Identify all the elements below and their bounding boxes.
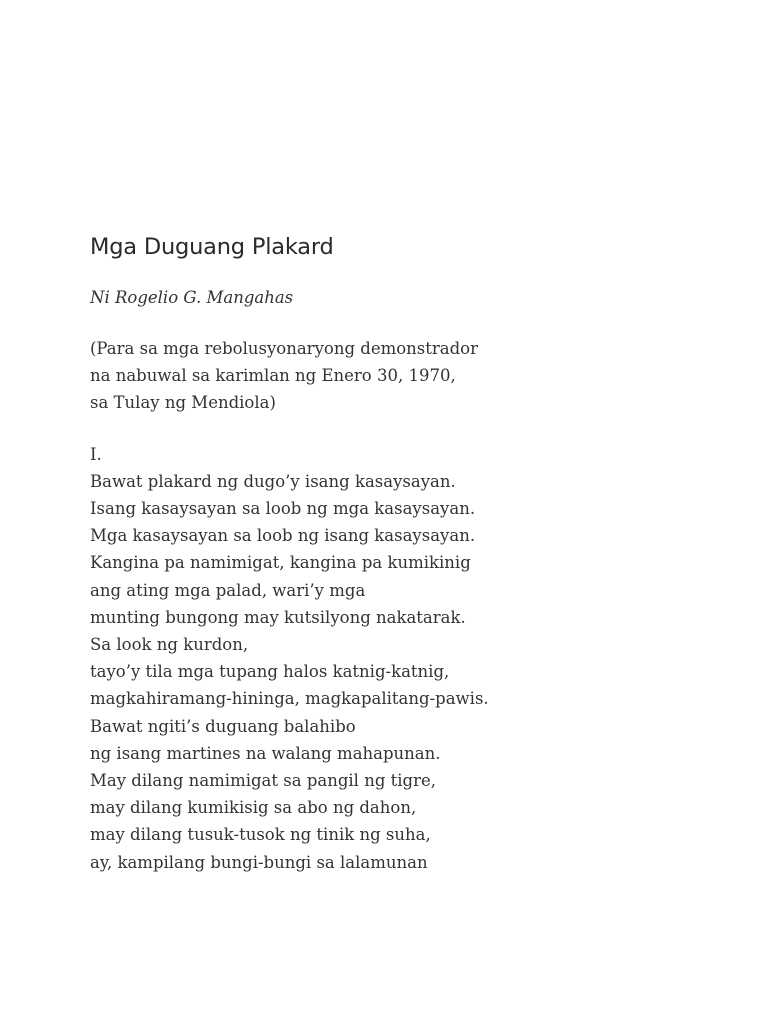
verse-line: may dilang kumikisig sa abo ng dahon, xyxy=(90,798,417,818)
poem-section-one xyxy=(90,441,730,876)
verse-line: ng isang martines na walang mahapunan. xyxy=(90,743,441,763)
verse-line: tayo’y tila mga tupang halos katnig-katnig, xyxy=(90,662,450,682)
verse-line: Isang kasaysayan sa loob ng mga kasaysayan. xyxy=(90,499,476,519)
verse-line: Bawat ngiti’s duguang balahibo xyxy=(90,716,356,736)
verse-line: May dilang namimigat sa pangil ng tigre, xyxy=(90,771,437,791)
dedication-line: (Para sa mga rebolusyonaryong demonstrador xyxy=(90,339,478,358)
document-page xyxy=(90,229,730,876)
verse-line: ay, kampilang bungi-bungi sa lalamunan xyxy=(90,852,428,872)
poem-title: Mga Duguang Plakard xyxy=(90,234,334,260)
poem-dedication xyxy=(90,335,730,417)
verse-line: magkahiramang-hininga, magkapalitang-pawis. xyxy=(90,689,489,709)
dedication-line: na nabuwal sa karimlan ng Enero 30, 1970, xyxy=(90,366,456,386)
poem-author: Ni Rogelio G. Mangahas xyxy=(90,288,294,307)
verse-line: ang ating mga palad, wari’y mga xyxy=(90,580,366,600)
verse-line: Sa look ng kurdon, xyxy=(90,635,249,655)
verse-line: may dilang tusuk-tusok ng tinik ng suha, xyxy=(90,825,431,845)
verse-line: Mga kasaysayan sa loob ng isang kasaysayan. xyxy=(90,526,476,546)
verse-line: Bawat plakard ng dugo’y isang kasaysayan. xyxy=(90,471,456,491)
section-label: I. xyxy=(90,444,102,464)
verse-line: munting bungong may kutsilyong nakatarak. xyxy=(90,607,466,627)
dedication-line: sa Tulay ng Mendiola) xyxy=(90,393,276,413)
verse-line: Kangina pa namimigat, kangina pa kumikinig xyxy=(90,553,471,573)
